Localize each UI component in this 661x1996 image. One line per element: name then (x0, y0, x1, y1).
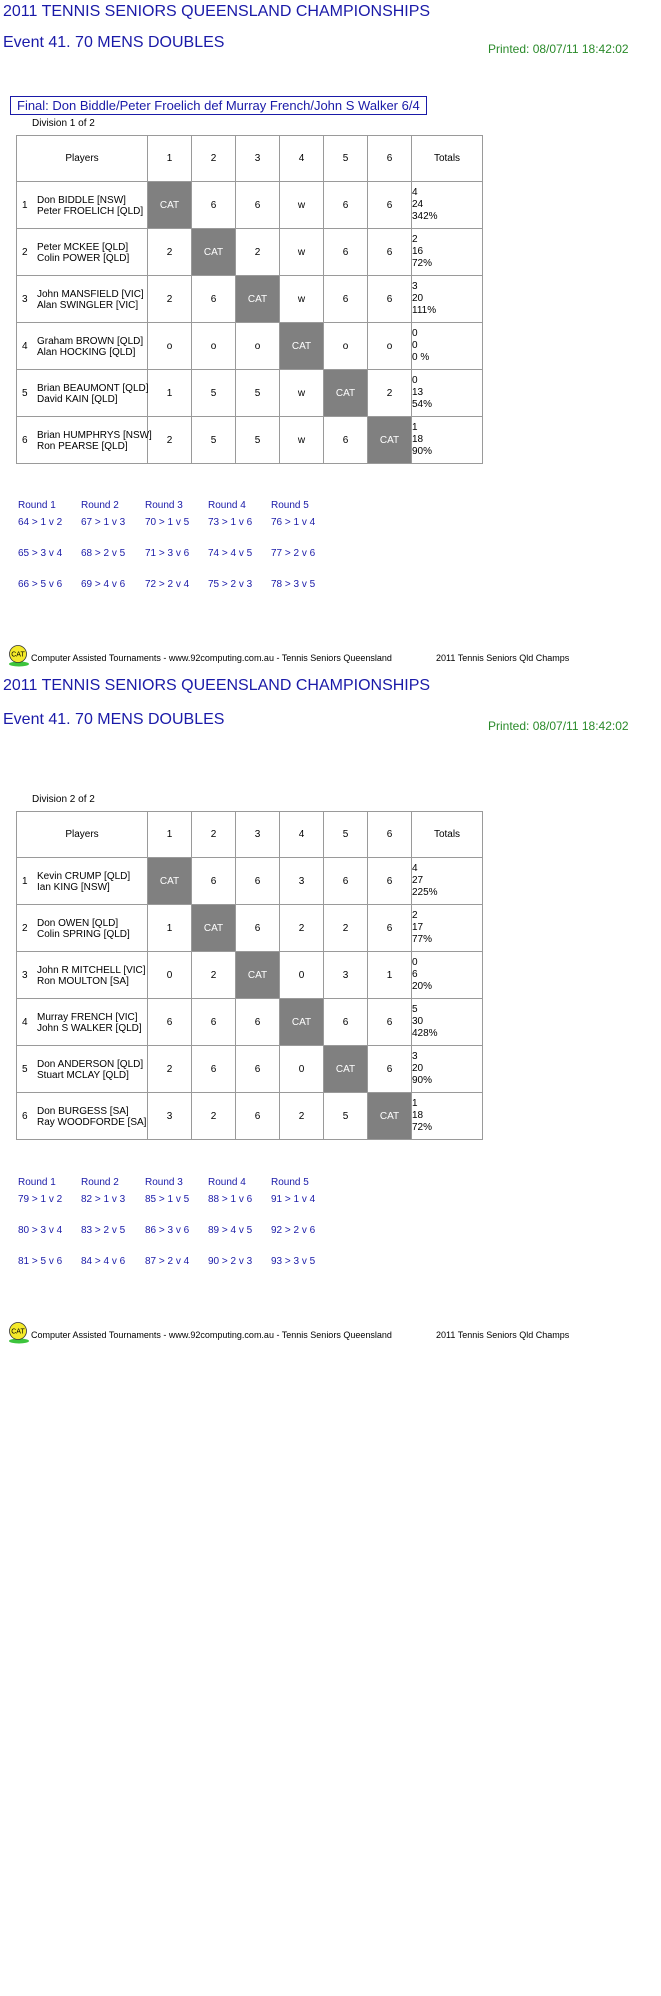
final-result-banner: Final: Don Biddle/Peter Froelich def Murray French/John S Walker 6/4 (10, 96, 427, 115)
total-percentage: 225% (412, 887, 438, 898)
match-link[interactable]: 87 > 2 v 4 (145, 1256, 190, 1267)
score-cell: o (368, 323, 412, 370)
player-name: Don BURGESS [SA] (37, 1106, 129, 1117)
player-name: John R MITCHELL [VIC] (37, 965, 146, 976)
svg-text:CAT: CAT (11, 651, 25, 659)
row-number: 3 (22, 970, 28, 981)
total-games: 16 (412, 246, 424, 257)
row-number: 4 (22, 341, 28, 352)
score-cell: 6 (368, 182, 412, 229)
score-cell: 6 (368, 999, 412, 1046)
total-wins: 5 (412, 1004, 418, 1015)
score-cell: 6 (368, 858, 412, 905)
player-name: Colin SPRING [QLD] (37, 929, 130, 940)
score-cell: 6 (236, 858, 280, 905)
total-games: 24 (412, 199, 424, 210)
match-link[interactable]: 79 > 1 v 2 (18, 1194, 63, 1205)
score-cell: 2 (236, 229, 280, 276)
totals-header: Totals (412, 812, 483, 858)
total-wins: 0 (412, 375, 418, 386)
row-number: 4 (22, 1017, 28, 1028)
score-cell: w (280, 276, 324, 323)
score-cell: 6 (192, 858, 236, 905)
score-cell: o (236, 323, 280, 370)
score-cell: 6 (368, 276, 412, 323)
total-games: 18 (412, 434, 424, 445)
round-label: Round 3 (145, 500, 183, 511)
player-name: Peter FROELICH [QLD] (37, 206, 144, 217)
score-cell: 6 (148, 999, 192, 1046)
player-name: John MANSFIELD [VIC] (37, 289, 144, 300)
printed-timestamp: Printed: 08/07/11 18:42:02 (488, 719, 629, 733)
total-wins: 3 (412, 281, 418, 292)
match-link[interactable]: 81 > 5 v 6 (18, 1256, 63, 1267)
score-cell: 2 (148, 276, 192, 323)
players-cell (17, 276, 148, 323)
match-link[interactable]: 85 > 1 v 5 (145, 1194, 190, 1205)
cat-diagonal-cell: CAT (236, 276, 280, 323)
total-wins: 2 (412, 910, 418, 921)
results-grid (16, 811, 483, 1140)
total-wins: 3 (412, 1051, 418, 1062)
score-cell: 5 (192, 370, 236, 417)
match-link[interactable]: 77 > 2 v 6 (271, 548, 316, 559)
score-cell: 2 (192, 952, 236, 999)
match-link[interactable]: 80 > 3 v 4 (18, 1225, 63, 1236)
totals-cell (412, 1093, 483, 1140)
score-cell: 6 (236, 999, 280, 1046)
round-label: Round 5 (271, 500, 309, 511)
totals-cell (412, 182, 483, 229)
match-link[interactable]: 73 > 1 v 6 (208, 517, 253, 528)
column-header: 1 (148, 136, 192, 182)
total-games: 20 (412, 293, 424, 304)
player-names (37, 918, 130, 940)
score-cell: o (324, 323, 368, 370)
total-percentage: 111% (412, 305, 437, 316)
match-link[interactable]: 67 > 1 v 3 (81, 517, 126, 528)
player-names (37, 336, 143, 358)
column-header: 2 (192, 812, 236, 858)
match-link[interactable]: 75 > 2 v 3 (208, 579, 253, 590)
total-wins: 1 (412, 1098, 418, 1109)
score-cell: w (280, 370, 324, 417)
score-cell: w (280, 417, 324, 464)
round-label: Round 1 (18, 500, 56, 511)
player-names (37, 195, 143, 217)
player-name: Graham BROWN [QLD] (37, 336, 144, 347)
players-cell (17, 370, 148, 417)
players-header: Players (17, 136, 148, 182)
total-wins: 4 (412, 187, 418, 198)
players-cell (17, 858, 148, 905)
row-number: 3 (22, 294, 28, 305)
player-name: Stuart MCLAY [QLD] (37, 1070, 129, 1081)
column-header: 5 (324, 812, 368, 858)
totals-cell (412, 999, 483, 1046)
score-cell: 6 (368, 229, 412, 276)
cat-diagonal-cell: CAT (324, 1046, 368, 1093)
match-link[interactable]: 82 > 1 v 3 (81, 1194, 126, 1205)
column-header: 3 (236, 136, 280, 182)
match-link[interactable]: 64 > 1 v 2 (18, 517, 63, 528)
player-name: Ray WOODFORDE [SA] (37, 1117, 147, 1128)
table-row (17, 417, 483, 464)
match-link[interactable]: 92 > 2 v 6 (271, 1225, 316, 1236)
match-link[interactable]: 90 > 2 v 3 (208, 1256, 253, 1267)
player-names (37, 1059, 143, 1081)
player-names (37, 383, 149, 405)
player-name: Colin POWER [QLD] (37, 253, 130, 264)
score-cell: 6 (192, 1046, 236, 1093)
totals-cell (412, 323, 483, 370)
score-cell: w (280, 229, 324, 276)
match-link[interactable]: 68 > 2 v 5 (81, 548, 126, 559)
players-cell (17, 182, 148, 229)
match-link[interactable]: 72 > 2 v 4 (145, 579, 190, 590)
players-cell (17, 417, 152, 464)
row-number: 6 (22, 435, 28, 446)
total-wins: 4 (412, 863, 418, 874)
footer-text: Computer Assisted Tournaments - www.92computing.com.au - Tennis Seniors Queensland (31, 1330, 392, 1340)
table-row (17, 905, 483, 952)
score-cell: 3 (280, 858, 324, 905)
match-link[interactable]: 78 > 3 v 5 (271, 579, 316, 590)
table-row (17, 276, 483, 323)
players-header: Players (17, 812, 148, 858)
score-cell: 6 (368, 905, 412, 952)
player-name: Brian HUMPHRYS [NSW] (37, 430, 152, 441)
player-names (37, 965, 146, 987)
cat-diagonal-cell: CAT (280, 323, 324, 370)
score-cell: 6 (324, 858, 368, 905)
match-link[interactable]: 86 > 3 v 6 (145, 1225, 190, 1236)
score-cell: 0 (148, 952, 192, 999)
table-row (17, 999, 483, 1046)
match-link[interactable]: 83 > 2 v 5 (81, 1225, 126, 1236)
players-cell (17, 229, 148, 276)
column-header: 6 (368, 136, 412, 182)
row-number: 2 (22, 247, 28, 258)
score-cell: 1 (148, 370, 192, 417)
cat-diagonal-cell: CAT (368, 417, 412, 464)
score-cell: 6 (192, 182, 236, 229)
cat-diagonal-cell: CAT (280, 999, 324, 1046)
match-link[interactable]: 84 > 4 v 6 (81, 1256, 126, 1267)
svg-text:CAT: CAT (11, 1328, 25, 1336)
column-header: 4 (280, 136, 324, 182)
score-cell: 6 (192, 999, 236, 1046)
total-percentage: 72% (412, 258, 433, 269)
total-percentage: 342% (412, 211, 438, 222)
totals-cell (412, 952, 483, 999)
match-link[interactable]: 93 > 3 v 5 (271, 1256, 316, 1267)
score-cell: 0 (280, 952, 324, 999)
match-link[interactable]: 88 > 1 v 6 (208, 1194, 253, 1205)
total-percentage: 90% (412, 1075, 433, 1086)
score-cell: 3 (148, 1093, 192, 1140)
player-name: John S WALKER [QLD] (37, 1023, 142, 1034)
score-cell: 2 (148, 229, 192, 276)
score-cell: 2 (148, 417, 192, 464)
total-wins: 2 (412, 234, 418, 245)
grid-header-row (17, 812, 483, 858)
score-cell: 2 (148, 1046, 192, 1093)
players-cell (17, 952, 148, 999)
match-link[interactable]: 66 > 5 v 6 (18, 579, 63, 590)
column-header: 2 (192, 136, 236, 182)
total-games: 20 (412, 1063, 424, 1074)
column-header: 4 (280, 812, 324, 858)
total-games: 18 (412, 1110, 424, 1121)
match-link[interactable]: 70 > 1 v 5 (145, 517, 190, 528)
table-row (17, 323, 483, 370)
footer-event-name: 2011 Tennis Seniors Qld Champs (436, 653, 570, 663)
grid-header-row (17, 136, 483, 182)
player-name: Alan HOCKING [QLD] (37, 347, 136, 358)
cat-diagonal-cell: CAT (192, 905, 236, 952)
score-cell: w (280, 182, 324, 229)
score-cell: 5 (236, 370, 280, 417)
row-number: 5 (22, 1064, 28, 1075)
row-number: 2 (22, 923, 28, 934)
score-cell: 6 (324, 182, 368, 229)
total-wins: 0 (412, 957, 418, 968)
players-cell (17, 323, 148, 370)
score-cell: 6 (236, 1046, 280, 1093)
player-name: Alan SWINGLER [VIC] (37, 300, 139, 311)
score-cell: 2 (368, 370, 412, 417)
score-cell: 6 (192, 276, 236, 323)
totals-cell (412, 1046, 483, 1093)
player-names (37, 430, 152, 452)
player-name: Ron MOULTON [SA] (37, 976, 129, 987)
score-cell: 3 (324, 952, 368, 999)
player-name: Brian BEAUMONT [QLD] (37, 383, 149, 394)
player-name: Murray FRENCH [VIC] (37, 1012, 138, 1023)
table-row (17, 952, 483, 999)
round-label: Round 3 (145, 1177, 183, 1188)
table-row (17, 229, 483, 276)
total-percentage: 77% (412, 934, 433, 945)
cat-logo-icon (8, 645, 30, 667)
player-name: Don ANDERSON [QLD] (37, 1059, 144, 1070)
player-names (37, 1012, 142, 1034)
player-names (37, 871, 130, 893)
totals-cell (412, 905, 483, 952)
total-percentage: 20% (412, 981, 433, 992)
score-cell: 5 (192, 417, 236, 464)
match-link[interactable]: 91 > 1 v 4 (271, 1194, 316, 1205)
page-title: 2011 TENNIS SENIORS QUEENSLAND CHAMPIONSHIPS (3, 3, 431, 20)
event-title: Event 41. 70 MENS DOUBLES (3, 711, 225, 728)
player-name: Kevin CRUMP [QLD] (37, 871, 131, 882)
totals-cell (412, 370, 483, 417)
cat-diagonal-cell: CAT (368, 1093, 412, 1140)
player-name: Ian KING [NSW] (37, 882, 110, 893)
row-number: 1 (22, 876, 28, 887)
player-name: Ron PEARSE [QLD] (37, 441, 128, 452)
cat-diagonal-cell: CAT (192, 229, 236, 276)
score-cell: 5 (324, 1093, 368, 1140)
total-games: 6 (412, 969, 418, 980)
table-row (17, 1046, 483, 1093)
row-number: 1 (22, 200, 28, 211)
score-cell: 0 (280, 1046, 324, 1093)
row-number: 5 (22, 388, 28, 399)
footer-event-name: 2011 Tennis Seniors Qld Champs (436, 1330, 570, 1340)
player-names (37, 289, 144, 311)
total-percentage: 90% (412, 446, 433, 457)
match-link[interactable]: 69 > 4 v 6 (81, 579, 126, 590)
score-cell: 2 (280, 905, 324, 952)
total-wins: 1 (412, 422, 418, 433)
event-title: Event 41. 70 MENS DOUBLES (3, 34, 225, 51)
column-header: 3 (236, 812, 280, 858)
player-name: Peter MCKEE [QLD] (37, 242, 129, 253)
totals-cell (412, 417, 483, 464)
total-games: 0 (412, 340, 418, 351)
players-cell (17, 1046, 148, 1093)
players-cell (17, 999, 148, 1046)
player-name: Don BIDDLE [NSW] (37, 195, 126, 206)
round-label: Round 4 (208, 500, 246, 511)
table-row (17, 1093, 483, 1140)
total-games: 30 (412, 1016, 424, 1027)
score-cell: 2 (192, 1093, 236, 1140)
totals-cell (412, 276, 483, 323)
player-name: Don OWEN [QLD] (37, 918, 119, 929)
score-cell: 6 (324, 276, 368, 323)
total-percentage: 0 % (412, 352, 430, 363)
total-games: 27 (412, 875, 424, 886)
round-label: Round 5 (271, 1177, 309, 1188)
score-cell: o (192, 323, 236, 370)
match-link[interactable]: 65 > 3 v 4 (18, 548, 63, 559)
table-row (17, 182, 483, 229)
totals-cell (412, 858, 483, 905)
total-wins: 0 (412, 328, 418, 339)
cat-diagonal-cell: CAT (148, 182, 192, 229)
table-row (17, 370, 483, 417)
match-link[interactable]: 71 > 3 v 6 (145, 548, 190, 559)
score-cell: 1 (148, 905, 192, 952)
page-title: 2011 TENNIS SENIORS QUEENSLAND CHAMPIONSHIPS (3, 677, 431, 694)
division-label: Division 2 of 2 (32, 794, 95, 805)
match-link[interactable]: 89 > 4 v 5 (208, 1225, 253, 1236)
cat-diagonal-cell: CAT (148, 858, 192, 905)
player-name: David KAIN [QLD] (37, 394, 118, 405)
total-percentage: 428% (412, 1028, 438, 1039)
cat-logo-icon (8, 1322, 30, 1344)
round-label: Round 4 (208, 1177, 246, 1188)
round-label: Round 2 (81, 500, 119, 511)
results-grid (16, 135, 483, 464)
score-cell: 6 (368, 1046, 412, 1093)
cat-diagonal-cell: CAT (324, 370, 368, 417)
column-header: 5 (324, 136, 368, 182)
match-link[interactable]: 74 > 4 v 5 (208, 548, 253, 559)
match-link[interactable]: 76 > 1 v 4 (271, 517, 316, 528)
score-cell: 6 (236, 905, 280, 952)
player-names (37, 1106, 146, 1128)
score-cell: 6 (324, 417, 368, 464)
score-cell: o (148, 323, 192, 370)
total-games: 17 (412, 922, 424, 933)
total-percentage: 72% (412, 1122, 433, 1133)
footer-text: Computer Assisted Tournaments - www.92computing.com.au - Tennis Seniors Queensland (31, 653, 392, 663)
score-cell: 6 (236, 182, 280, 229)
totals-header: Totals (412, 136, 483, 182)
score-cell: 6 (236, 1093, 280, 1140)
score-cell: 2 (324, 905, 368, 952)
round-label: Round 2 (81, 1177, 119, 1188)
score-cell: 2 (280, 1093, 324, 1140)
score-cell: 5 (236, 417, 280, 464)
round-label: Round 1 (18, 1177, 56, 1188)
score-cell: 1 (368, 952, 412, 999)
totals-cell (412, 229, 483, 276)
cat-diagonal-cell: CAT (236, 952, 280, 999)
total-percentage: 54% (412, 399, 433, 410)
score-cell: 6 (324, 999, 368, 1046)
score-cell: 6 (324, 229, 368, 276)
printed-timestamp: Printed: 08/07/11 18:42:02 (488, 42, 629, 56)
row-number: 6 (22, 1111, 28, 1122)
division-label: Division 1 of 2 (32, 118, 95, 129)
column-header: 1 (148, 812, 192, 858)
total-games: 13 (412, 387, 424, 398)
players-cell (17, 1093, 148, 1140)
players-cell (17, 905, 148, 952)
column-header: 6 (368, 812, 412, 858)
player-names (37, 242, 129, 264)
table-row (17, 858, 483, 905)
